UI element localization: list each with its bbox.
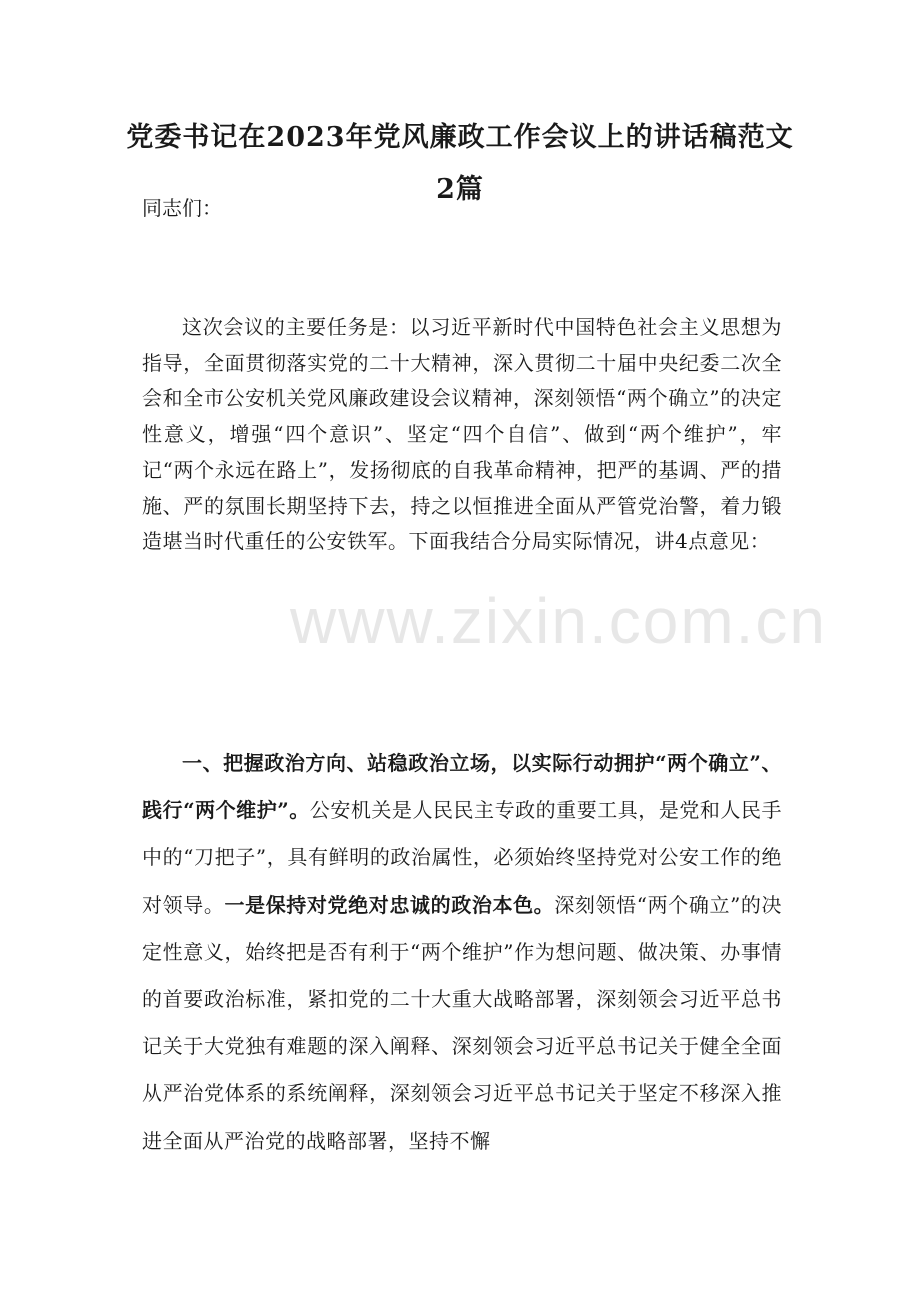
- section-heading: 一、把握政治方向、站稳政治立场，以实际行动拥护“两个确立”、践行“两个维护”。: [142, 751, 782, 823]
- watermark: www.zixin.com.cn: [290, 585, 827, 657]
- salutation: 同志们：: [142, 196, 222, 220]
- section-text: 公安机关是人民民主专政的重要工具，是党和人民手中的“刀把子”，具有鲜明的政治属性，必须始终坚持党对公安工作的绝对领导。: [142, 798, 782, 917]
- paragraph-section-one: [142, 740, 782, 1165]
- paragraph-intro: 这次会议的主要任务是：以习近平新时代中国特色社会主义思想为指导，全面贯彻落实党的二十大精神，深入贯彻二十届中央纪委二次全会和全市公安机关党风廉政建设会议精神，深刻领悟“两个确立”的决定性意义，增强“四个意识”、坚定“四个自信”、做到“两个维护”，牢记“两个永远在路上”，发扬彻底的自我革命精神，把严的基调、严的措施、严的氛围长期坚持下去，持之以恒推进全面从严管党治警，着力锻造堪当时代重任的公安铁军。下面我结合分局实际情况，讲4点意见：: [142, 315, 782, 554]
- section-text-continued: 深刻领悟“两个确立”的决定性意义，始终把是否有利于“两个维护”作为想问题、做决策、办事情的首要政治标准，紧扣党的二十大重大战略部署，深刻领会习近平总书记关于大党独有难题的深入阐释、深刻领会习近平总书记关于健全全面从严治党体系的系统阐释，深刻领会习近平总书记关于坚定不移深入推进全面从严治党的战略部署，坚持不懈: [142, 892, 783, 1153]
- section-subheading: 一是保持对党绝对忠诚的政治本色。: [224, 892, 555, 917]
- document-title: 党委书记在2023年党风廉政工作会议上的讲话稿范文2篇: [126, 122, 794, 205]
